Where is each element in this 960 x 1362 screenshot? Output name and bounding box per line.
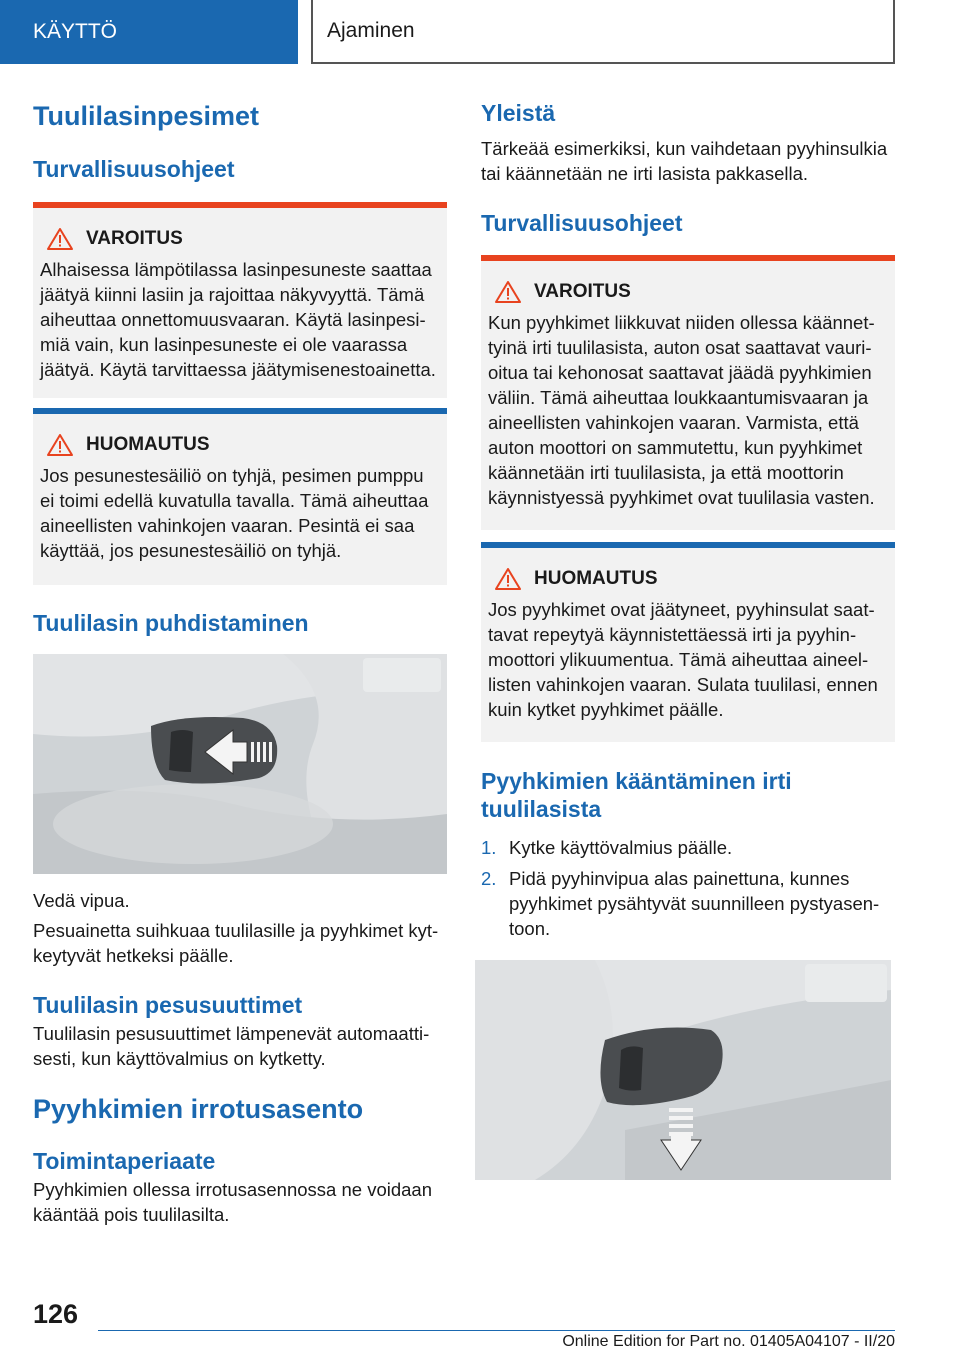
general-text: Tärkeää esimerkiksi, kun vaihdetaan pyyhinsulkia tai käännetään ne irti lasista pakkasella. — [481, 137, 888, 184]
lever-press-image — [475, 960, 891, 1180]
warning-text: Kun pyyhkimet liikkuvat niiden ollessa käännettyinä irti tuulilasista, auton osat saattavat vaurioitua tai kehonosat saattavat jäädä pyyhkimien väliin. Tämä aiheuttaa loukkaantumisvaaran ja aineellisten vahinkojen vaaran. Varmista, että auton moottori on sammutettu, kun pyyhkimet käännetään irti tuulilasista, ja että moottorin käynnistyessä pyyhkimet ovat tuulilasia vasten. — [488, 312, 875, 509]
notice-text: Jos pyyhkimet ovat jäätyneet, pyyhinsulat saattavat repeytyä käynnistettäessä irti ja pyyhinmoottori ylikuumentua. Tämä aiheuttaa aineellisten vahinkojen vaaran. Sulata tuulilasi, ennen kuin kytket pyyhkimet päälle. — [488, 599, 878, 721]
warning-label: VAROITUS — [86, 227, 183, 249]
nozzles-text: Tuulilasin pesusuuttimet lämpenevät automaattisesti, kun käyttövalmius on kytketty. — [33, 1023, 430, 1070]
safety-heading-left: Turvallisuusohjeet — [33, 156, 235, 183]
cleaning-text: Pesuainetta suihkuaa tuulilasille ja pyyhkimet kytkeytyvät hetkeksi päälle. — [33, 919, 439, 966]
notice-box-right — [481, 542, 895, 742]
step-number: 2. — [481, 868, 497, 890]
notice-label: HUOMAUTUS — [534, 568, 658, 590]
section-label: KÄYTTÖ — [33, 20, 118, 43]
cleaning-heading: Tuulilasin puhdistaminen — [33, 609, 309, 636]
steps-list — [481, 835, 895, 941]
warning-triangle-icon — [494, 280, 522, 304]
step-number: 1. — [481, 837, 497, 859]
safety-heading-right: Turvallisuusohjeet — [481, 209, 683, 236]
section-tab — [0, 0, 298, 64]
chapter-label: Ajaminen — [327, 19, 415, 42]
general-heading: Yleistä — [481, 100, 556, 126]
notice-label: HUOMAUTUS — [86, 433, 210, 455]
principle-heading: Toimintaperiaate — [33, 1147, 216, 1174]
right-column — [481, 100, 895, 947]
principle-text: Pyyhkimien ollessa irrotusasennossa ne voidaan kääntää pois tuulilasilta. — [33, 1179, 432, 1226]
list-item — [481, 866, 895, 941]
warning-box-right — [481, 255, 895, 530]
footer-rule — [98, 1330, 895, 1331]
left-column — [33, 100, 447, 1227]
warning-text: Alhaisessa lämpötilassa lasinpesuneste saattaa jäätyä kiinni lasiin ja rajoittaa näkyvyyttä. Tämä aiheuttaa onnettomuusvaaran. Käytä lasinpesimiä vain, kun lasinpesuneste ei ole vaarassa jäätyä. Käytä tarvittaessa jäätymisenestoainetta. — [40, 258, 436, 380]
warning-box-left — [33, 202, 447, 398]
notice-triangle-icon — [46, 433, 74, 457]
chapter-header — [311, 0, 895, 64]
warning-triangle-icon — [46, 227, 74, 251]
page-title: Tuulilasinpesimet — [33, 101, 260, 131]
nozzles-heading: Tuulilasin pesusuuttimet — [33, 991, 303, 1018]
warning-label: VAROITUS — [534, 281, 631, 303]
list-item — [481, 835, 895, 860]
notice-triangle-icon — [494, 567, 522, 591]
pull-lever-text: Vedä vipua. — [33, 889, 130, 911]
notice-box-left — [33, 408, 447, 585]
edition-text: Online Edition for Part no. 01405A04107 - II/20 — [562, 1333, 895, 1350]
step-text: Kytke käyttövalmius päälle. — [509, 837, 733, 859]
notice-text: Jos pesunestesäiliö on tyhjä, pesimen pumppu ei toimi edellä kuvatulla tavalla. Tämä aiheuttaa aineellisten vahinkojen vaaran. Pesintä ei saa käyttää, jos pesunestesäiliö on tyhjä. — [40, 464, 429, 561]
page-number: 126 — [33, 1299, 79, 1329]
lever-pull-image — [33, 654, 447, 874]
turn-heading: Pyyhkimien kääntäminen irti tuulilasista — [481, 768, 792, 822]
release-heading: Pyyhkimien irrotusasento — [33, 1094, 364, 1125]
step-text: Pidä pyyhinvipua alas painettuna, kunnes pyyhkimet pysähtyvät suunnilleen pystyasentoon. — [509, 868, 880, 940]
